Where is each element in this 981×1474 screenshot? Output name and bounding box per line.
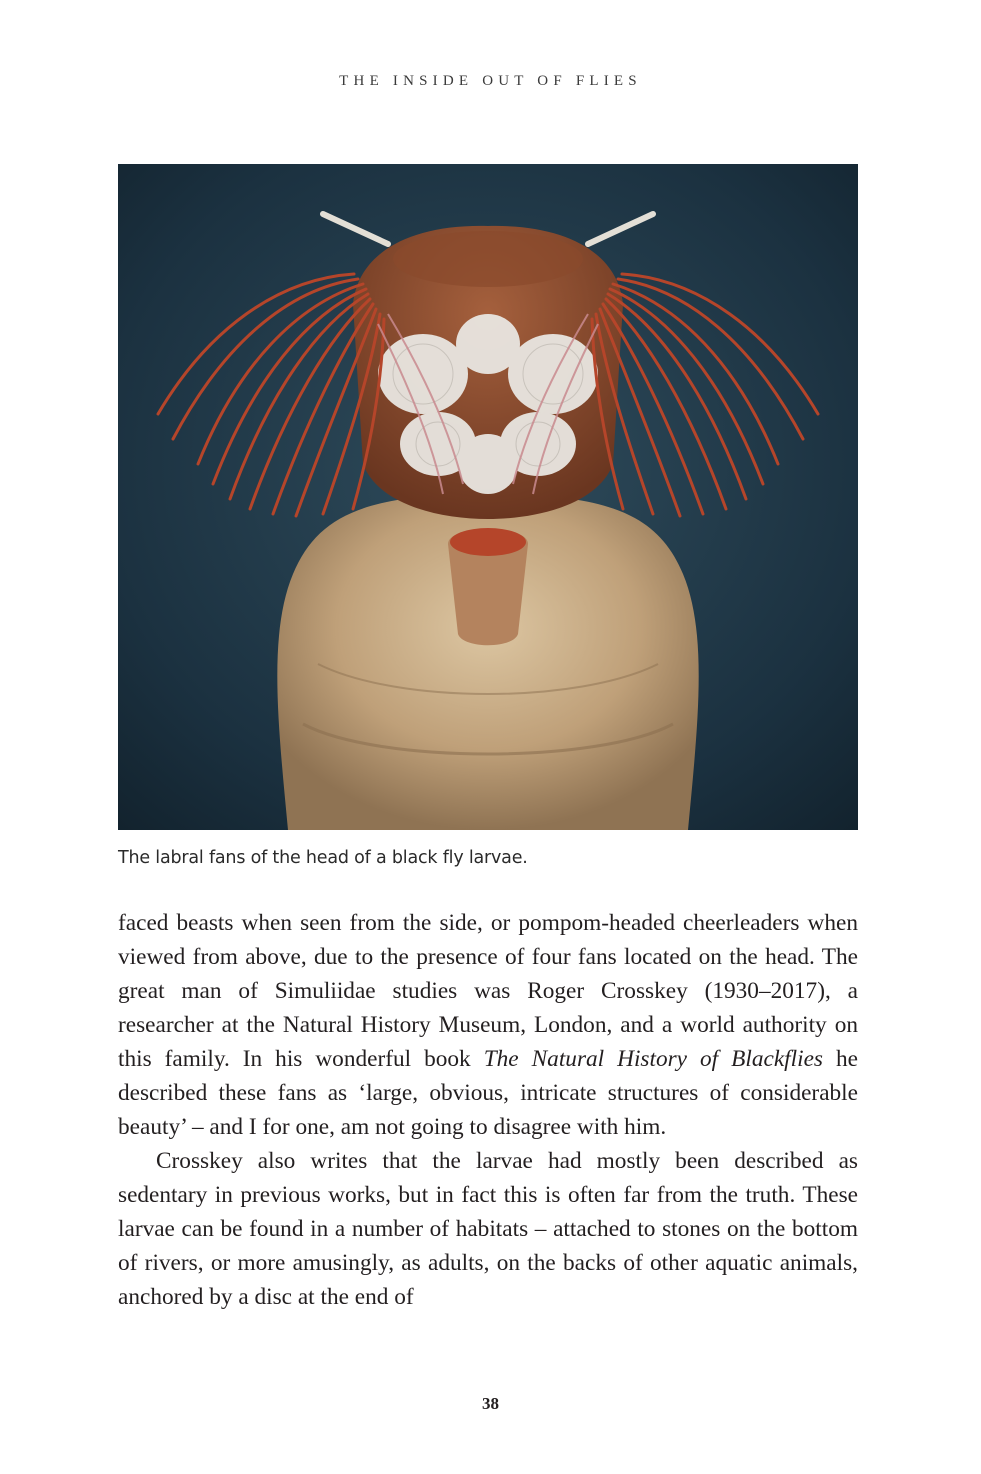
body-text [118, 906, 858, 1314]
paragraph-1-start: faced beasts when seen from the side, or pompom-headed cheerleaders when viewed from above, due to the presence of four fans located on the head. The great man of Simuliidae studies was Roger Crosskey (1930–2017), a researcher at the Natural History Museum, London, and a world authority on this family. In his wonderful book [118, 910, 858, 1072]
book-title: The Natural History of Blackflies [483, 1046, 823, 1072]
paragraph-1 [118, 906, 858, 1144]
paragraph-1-end: he described these fans as ‘large, obvious, intricate structures of considerable beauty’ – and I for one, am not going to disagree with him. [118, 1046, 858, 1140]
figure-caption: The labral fans of the head of a black fly larvae. [118, 848, 528, 868]
running-head: THE INSIDE OUT OF FLIES [339, 73, 642, 89]
larva-photo [118, 164, 858, 830]
paragraph-2: Crosskey also writes that the larvae had mostly been described as sedentary in previous works, but in fact this is often far from the truth. These larvae can be found in a number of habitats – attached to stones on the bottom of rivers, or more amusingly, as adults, on the backs of other aquatic animals, anchored by a disc at the end of [118, 1148, 858, 1310]
page-number: 38 [482, 1394, 499, 1413]
